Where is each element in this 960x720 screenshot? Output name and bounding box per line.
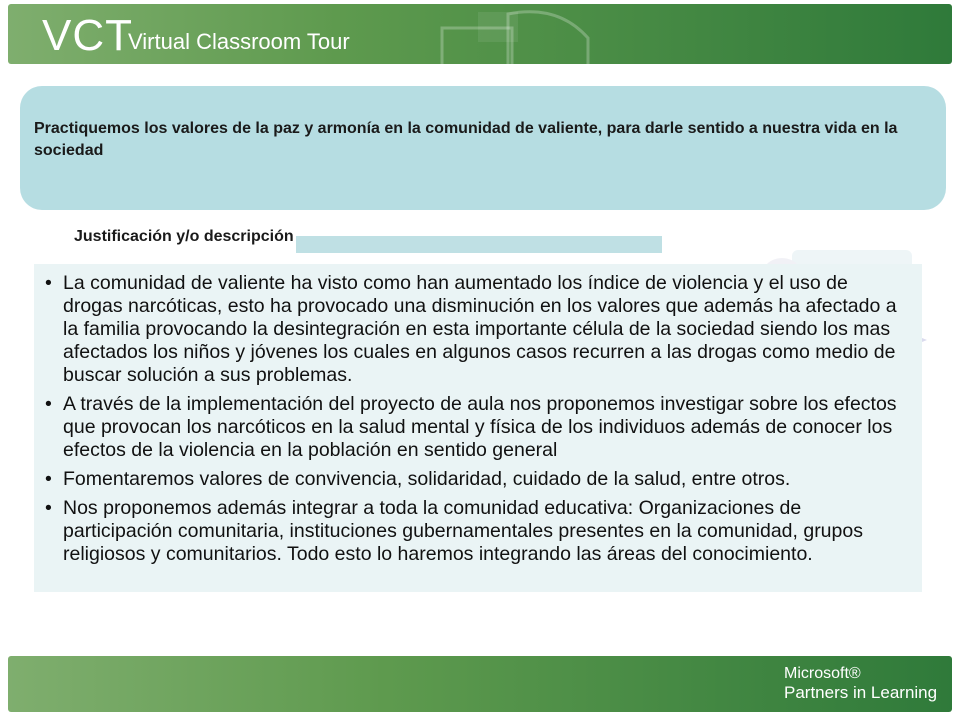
header-banner — [8, 4, 952, 64]
subtitle-bar — [296, 236, 662, 253]
bullet-icon: • — [45, 497, 52, 519]
list-item — [42, 497, 910, 566]
bullet-text: A través de la implementación del proyecto de aula nos proponemos investigar sobre los efectos que provocan los narcóticos en la salud mental y física de los individuos además de conocer los efectos de la violencia en la población en sentido general — [63, 393, 897, 461]
list-item — [42, 272, 910, 387]
logo-tagline: Virtual Classroom Tour — [128, 29, 350, 54]
bullet-text: Fomentaremos valores de convivencia, solidaridad, cuidado de la salud, entre otros. — [63, 468, 791, 490]
page-title: Practiquemos los valores de la paz y armonía en la comunidad de valiente, para darle sentido a nuestra vida en la sociedad — [34, 120, 898, 159]
logo-vct: VCT — [42, 11, 133, 60]
section-subtitle: Justificación y/o descripción — [74, 228, 294, 245]
bullet-icon: • — [45, 468, 52, 490]
microsoft-logo: Microsoft® — [784, 665, 861, 682]
partners-in-learning-label: Partners in Learning — [784, 683, 938, 702]
list-item — [42, 393, 910, 462]
bullet-icon: • — [45, 393, 52, 415]
list-item — [42, 468, 910, 491]
decorative-shapes-icon — [438, 8, 618, 64]
bullet-text: La comunidad de valiente ha visto como han aumentado los índice de violencia y el uso de drogas narcóticas, esto ha provocado una disminución en los valores que además ha afectado a la familia provocando la desintegración en esta importante célula de la sociedad siendo los mas afectados los niños y jóvenes los cuales en algunos casos recurren a las drogas como medio de buscar solución a sus problemas. — [63, 272, 897, 386]
bullet-list — [42, 272, 910, 572]
bullet-icon: • — [45, 272, 52, 294]
bullet-text: Nos proponemos además integrar a toda la comunidad educativa: Organizaciones de participación comunitaria, instituciones gubernamentales presentes en la comunidad, grupos religiosos y comunitarios. Todo esto lo haremos integrando las áreas del conocimiento. — [63, 497, 863, 565]
